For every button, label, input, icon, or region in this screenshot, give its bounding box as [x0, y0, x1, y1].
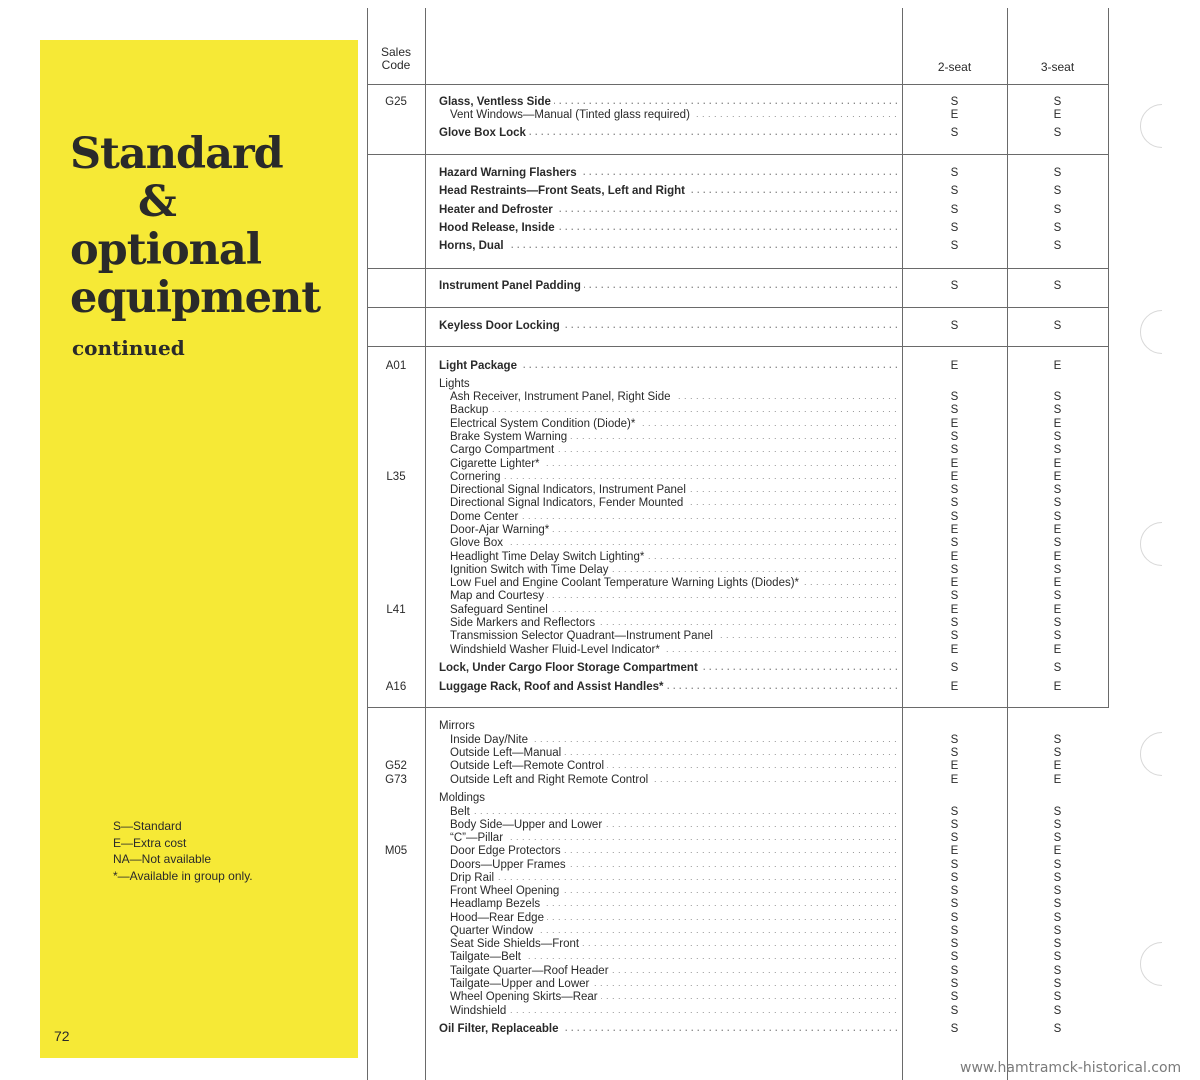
- equipment-label-text: Headlamp Bezels: [450, 898, 543, 910]
- punch-hole: [1140, 942, 1184, 986]
- equipment-label-text: Ignition Switch with Time Delay: [450, 564, 612, 576]
- availability-2-seat: S: [950, 484, 959, 496]
- equipment-label-text: Belt: [450, 806, 473, 818]
- equipment-label: [439, 320, 899, 332]
- availability-2-seat: S: [950, 1005, 959, 1017]
- availability-2-seat: S: [950, 991, 959, 1003]
- equipment-label-text: Tailgate—Upper and Lower: [450, 978, 592, 990]
- availability-3-seat: E: [1053, 760, 1062, 772]
- equipment-label-text: Drip Rail: [450, 872, 497, 884]
- availability-2-seat: E: [950, 681, 959, 693]
- availability-2-seat: S: [950, 630, 959, 642]
- availability-2-seat: S: [950, 167, 959, 179]
- availability-3-seat: S: [1053, 240, 1062, 252]
- availability-2-seat: S: [950, 617, 959, 629]
- equipment-label: [450, 630, 899, 642]
- equipment-label-text: Outside Left—Manual: [450, 747, 564, 759]
- heading-line-standard: Standard: [70, 129, 283, 179]
- availability-3-seat: E: [1053, 109, 1062, 121]
- availability-2-seat: S: [950, 747, 959, 759]
- availability-3-seat: S: [1053, 404, 1062, 416]
- equipment-label-text: Headlight Time Delay Switch Lighting*: [450, 551, 647, 563]
- availability-3-seat: E: [1053, 360, 1062, 372]
- availability-3-seat: E: [1053, 551, 1062, 563]
- availability-2-seat: E: [950, 644, 959, 656]
- availability-2-seat: S: [950, 537, 959, 549]
- equipment-label: [450, 644, 899, 656]
- equipment-label-text: Map and Courtesy: [450, 590, 547, 602]
- equipment-label: [439, 792, 899, 804]
- equipment-label: [439, 360, 899, 372]
- equipment-label: [450, 537, 899, 549]
- equipment-label: [439, 222, 899, 234]
- equipment-label-text: Cigarette Lighter*: [450, 458, 543, 470]
- equipment-label: [450, 511, 899, 523]
- equipment-label: [450, 391, 899, 403]
- availability-2-seat: S: [950, 185, 959, 197]
- equipment-label: [450, 590, 899, 602]
- availability-3-seat: S: [1053, 590, 1062, 602]
- equipment-label-text: Directional Signal Indicators, Fender Mounted: [450, 497, 686, 509]
- equipment-label: [450, 564, 899, 576]
- equipment-label-text: Directional Signal Indicators, Instrument Panel: [450, 484, 689, 496]
- equipment-label-text: Cargo Compartment: [450, 444, 557, 456]
- header-3-seat: 3-seat: [1040, 60, 1075, 74]
- equipment-label-text: Vent Windows—Manual (Tinted glass required): [450, 109, 693, 121]
- header-sales: Sales: [380, 45, 412, 59]
- sales-code: A16: [385, 681, 407, 693]
- availability-2-seat: S: [950, 240, 959, 252]
- sales-code: G52: [385, 760, 407, 772]
- availability-3-seat: E: [1053, 458, 1062, 470]
- availability-2-seat: S: [950, 819, 959, 831]
- availability-3-seat: S: [1053, 662, 1062, 674]
- availability-3-seat: S: [1053, 1023, 1062, 1035]
- availability-3-seat: S: [1053, 204, 1062, 216]
- availability-2-seat: S: [950, 912, 959, 924]
- equipment-label: [450, 551, 899, 563]
- legend-standard: S—Standard: [113, 819, 182, 833]
- equipment-label-text: Instrument Panel Padding: [439, 280, 584, 292]
- availability-2-seat: S: [950, 404, 959, 416]
- availability-2-seat: S: [950, 431, 959, 443]
- equipment-label: [439, 662, 899, 674]
- equipment-label: [450, 577, 899, 589]
- equipment-label-text: Glass, Ventless Side: [439, 96, 554, 108]
- table-rule: [1108, 8, 1109, 708]
- equipment-label: [450, 1005, 899, 1017]
- availability-2-seat: E: [950, 109, 959, 121]
- equipment-label: [439, 240, 899, 252]
- availability-2-seat: S: [950, 444, 959, 456]
- availability-2-seat: E: [950, 471, 959, 483]
- equipment-label: [439, 127, 899, 139]
- availability-2-seat: S: [950, 127, 959, 139]
- equipment-label-text: Outside Left and Right Remote Control: [450, 774, 651, 786]
- availability-3-seat: S: [1053, 96, 1062, 108]
- equipment-label-text: Inside Day/Nite: [450, 734, 531, 746]
- equipment-label: [450, 471, 899, 483]
- availability-3-seat: S: [1053, 819, 1062, 831]
- availability-2-seat: S: [950, 965, 959, 977]
- heading-line-equipment: equipment: [70, 273, 321, 323]
- watermark: www.hamtramck-historical.com: [960, 1060, 1182, 1076]
- equipment-label-text: Hazard Warning Flashers: [439, 167, 580, 179]
- table-rule: [367, 268, 1108, 269]
- availability-3-seat: S: [1053, 885, 1062, 897]
- availability-3-seat: S: [1053, 431, 1062, 443]
- header-2-seat: 2-seat: [937, 60, 972, 74]
- page-number: 72: [54, 1028, 70, 1044]
- equipment-label-text: “C”—Pillar: [450, 832, 506, 844]
- availability-2-seat: S: [950, 96, 959, 108]
- equipment-label-text: Backup: [450, 404, 491, 416]
- availability-2-seat: E: [950, 551, 959, 563]
- availability-2-seat: E: [950, 418, 959, 430]
- availability-2-seat: S: [950, 280, 959, 292]
- equipment-label: [450, 925, 899, 937]
- availability-2-seat: S: [950, 898, 959, 910]
- availability-3-seat: S: [1053, 185, 1062, 197]
- equipment-label: [439, 720, 899, 732]
- availability-3-seat: S: [1053, 734, 1062, 746]
- equipment-label: [450, 604, 899, 616]
- equipment-label: [450, 747, 899, 759]
- equipment-label-text: Head Restraints—Front Seats, Left and Right: [439, 185, 688, 197]
- availability-3-seat: S: [1053, 859, 1062, 871]
- equipment-label: [439, 1023, 899, 1035]
- availability-3-seat: S: [1053, 912, 1062, 924]
- equipment-label: [450, 760, 899, 772]
- table-rule: [367, 307, 1108, 308]
- availability-2-seat: S: [950, 872, 959, 884]
- equipment-label-text: Wheel Opening Skirts—Rear: [450, 991, 601, 1003]
- equipment-label-text: Glove Box Lock: [439, 127, 529, 139]
- equipment-label: [450, 938, 899, 950]
- availability-2-seat: E: [950, 774, 959, 786]
- equipment-label: [450, 109, 899, 121]
- availability-2-seat: S: [950, 951, 959, 963]
- equipment-label-text: Moldings: [439, 792, 488, 804]
- equipment-label: [439, 204, 899, 216]
- sales-code: L35: [386, 471, 406, 483]
- equipment-label-text: Cornering: [450, 471, 504, 483]
- equipment-label-text: Hood—Rear Edge: [450, 912, 547, 924]
- equipment-label: [439, 185, 899, 197]
- availability-3-seat: E: [1053, 577, 1062, 589]
- equipment-label: [450, 859, 899, 871]
- availability-2-seat: E: [950, 458, 959, 470]
- equipment-label: [450, 524, 899, 536]
- availability-3-seat: E: [1053, 471, 1062, 483]
- equipment-label: [450, 774, 899, 786]
- punch-hole: [1140, 104, 1184, 148]
- availability-2-seat: S: [950, 391, 959, 403]
- equipment-label-text: Body Side—Upper and Lower: [450, 819, 605, 831]
- availability-3-seat: S: [1053, 391, 1062, 403]
- availability-2-seat: S: [950, 204, 959, 216]
- availability-2-seat: S: [950, 806, 959, 818]
- legend-extra-cost: E—Extra cost: [113, 835, 187, 850]
- equipment-label-text: Hood Release, Inside: [439, 222, 558, 234]
- availability-2-seat: S: [950, 734, 959, 746]
- sales-code: M05: [384, 845, 408, 857]
- availability-3-seat: S: [1053, 1005, 1062, 1017]
- availability-2-seat: S: [950, 662, 959, 674]
- availability-3-seat: S: [1053, 978, 1062, 990]
- equipment-label-text: Door-Ajar Warning*: [450, 524, 552, 536]
- availability-3-seat: S: [1053, 444, 1062, 456]
- availability-3-seat: S: [1053, 630, 1062, 642]
- equipment-label: [450, 404, 899, 416]
- table-rule: [425, 8, 426, 1080]
- equipment-label: [450, 431, 899, 443]
- availability-3-seat: S: [1053, 832, 1062, 844]
- sales-code: G73: [385, 774, 407, 786]
- availability-3-seat: S: [1053, 872, 1062, 884]
- availability-3-seat: E: [1053, 774, 1062, 786]
- equipment-label-text: Keyless Door Locking: [439, 320, 563, 332]
- equipment-label: [450, 898, 899, 910]
- availability-3-seat: S: [1053, 497, 1062, 509]
- availability-2-seat: E: [950, 524, 959, 536]
- availability-3-seat: S: [1053, 617, 1062, 629]
- equipment-label-text: Tailgate Quarter—Roof Header: [450, 965, 612, 977]
- availability-3-seat: S: [1053, 127, 1062, 139]
- equipment-label-text: Transmission Selector Quadrant—Instrument Panel: [450, 630, 716, 642]
- availability-2-seat: S: [950, 511, 959, 523]
- table-rule: [367, 707, 1108, 708]
- availability-3-seat: E: [1053, 524, 1062, 536]
- availability-2-seat: S: [950, 925, 959, 937]
- availability-3-seat: S: [1053, 537, 1062, 549]
- equipment-label: [450, 819, 899, 831]
- equipment-label-text: Glove Box: [450, 537, 506, 549]
- availability-2-seat: S: [950, 222, 959, 234]
- equipment-label: [450, 951, 899, 963]
- availability-3-seat: E: [1053, 845, 1062, 857]
- availability-2-seat: S: [950, 832, 959, 844]
- availability-2-seat: E: [950, 604, 959, 616]
- equipment-label-text: Brake System Warning: [450, 431, 570, 443]
- availability-2-seat: S: [950, 564, 959, 576]
- sales-code: A01: [385, 360, 407, 372]
- equipment-label: [450, 484, 899, 496]
- table-rule: [367, 346, 1108, 347]
- punch-hole: [1140, 732, 1184, 776]
- equipment-label-text: Lights: [439, 378, 473, 390]
- equipment-label: [450, 806, 899, 818]
- sales-code: L41: [386, 604, 406, 616]
- legend-not-available: NA—Not available: [113, 852, 212, 866]
- availability-3-seat: S: [1053, 991, 1062, 1003]
- equipment-label: [439, 96, 899, 108]
- equipment-label-text: Tailgate—Belt: [450, 951, 524, 963]
- equipment-label-text: Lock, Under Cargo Floor Storage Compartment: [439, 662, 701, 674]
- equipment-label: [450, 458, 899, 470]
- header-sales-code: [367, 46, 425, 72]
- equipment-label-text: Safeguard Sentinel: [450, 604, 551, 616]
- availability-3-seat: S: [1053, 925, 1062, 937]
- availability-3-seat: S: [1053, 806, 1062, 818]
- equipment-label-text: Light Package: [439, 360, 520, 372]
- availability-3-seat: S: [1053, 747, 1062, 759]
- equipment-label-text: Outside Left—Remote Control: [450, 760, 607, 772]
- availability-3-seat: S: [1053, 511, 1062, 523]
- equipment-label: [450, 418, 899, 430]
- punch-hole: [1140, 310, 1184, 354]
- availability-2-seat: S: [950, 590, 959, 602]
- availability-2-seat: E: [950, 360, 959, 372]
- availability-2-seat: S: [950, 859, 959, 871]
- equipment-label: [450, 872, 899, 884]
- equipment-label-text: Ash Receiver, Instrument Panel, Right Side: [450, 391, 674, 403]
- equipment-label-text: Front Wheel Opening: [450, 885, 562, 897]
- equipment-label: [450, 978, 899, 990]
- availability-3-seat: S: [1053, 938, 1062, 950]
- equipment-label-text: Luggage Rack, Roof and Assist Handles*: [439, 681, 667, 693]
- equipment-label: [450, 845, 899, 857]
- equipment-label: [450, 497, 899, 509]
- equipment-label-text: Seat Side Shields—Front: [450, 938, 582, 950]
- equipment-label: [450, 965, 899, 977]
- legend-group-only: *—Available in group only.: [113, 868, 253, 883]
- availability-3-seat: E: [1053, 681, 1062, 693]
- equipment-label-text: Electrical System Condition (Diode)*: [450, 418, 638, 430]
- availability-3-seat: S: [1053, 898, 1062, 910]
- equipment-label: [450, 734, 899, 746]
- table-rule: [367, 84, 1108, 85]
- equipment-label: [439, 167, 899, 179]
- availability-2-seat: E: [950, 760, 959, 772]
- availability-2-seat: S: [950, 320, 959, 332]
- heading-subtitle: continued: [72, 336, 185, 360]
- equipment-label-text: Windshield Washer Fluid-Level Indicator*: [450, 644, 663, 656]
- heading-line-optional: optional: [70, 225, 262, 275]
- punch-hole: [1140, 522, 1184, 566]
- equipment-label-text: Door Edge Protectors: [450, 845, 564, 857]
- header-code: Code: [381, 58, 411, 72]
- equipment-label-text: Oil Filter, Replaceable: [439, 1023, 562, 1035]
- availability-3-seat: S: [1053, 320, 1062, 332]
- equipment-label: [439, 280, 899, 292]
- availability-2-seat: S: [950, 938, 959, 950]
- availability-3-seat: S: [1053, 484, 1062, 496]
- equipment-label: [450, 885, 899, 897]
- heading-line-ampersand: &: [138, 177, 176, 227]
- equipment-label-text: Side Markers and Reflectors: [450, 617, 598, 629]
- availability-3-seat: S: [1053, 222, 1062, 234]
- equipment-label-text: Windshield: [450, 1005, 509, 1017]
- availability-3-seat: E: [1053, 604, 1062, 616]
- equipment-label-text: Mirrors: [439, 720, 478, 732]
- equipment-label: [439, 378, 899, 390]
- table-rule: [367, 8, 368, 1080]
- equipment-label-text: Doors—Upper Frames: [450, 859, 569, 871]
- availability-2-seat: S: [950, 497, 959, 509]
- availability-3-seat: S: [1053, 951, 1062, 963]
- equipment-label-text: Heater and Defroster: [439, 204, 556, 216]
- availability-3-seat: S: [1053, 167, 1062, 179]
- availability-2-seat: E: [950, 845, 959, 857]
- equipment-label: [450, 991, 899, 1003]
- equipment-label: [450, 832, 899, 844]
- equipment-label-text: Dome Center: [450, 511, 521, 523]
- legend: [113, 818, 253, 884]
- availability-2-seat: S: [950, 978, 959, 990]
- equipment-label-text: Low Fuel and Engine Coolant Temperature Warning Lights (Diodes)*: [450, 577, 802, 589]
- table-rule: [367, 154, 1108, 155]
- availability-3-seat: E: [1053, 418, 1062, 430]
- equipment-label-text: Horns, Dual: [439, 240, 507, 252]
- availability-3-seat: S: [1053, 564, 1062, 576]
- availability-3-seat: E: [1053, 644, 1062, 656]
- sales-code: G25: [385, 96, 407, 108]
- availability-2-seat: S: [950, 1023, 959, 1035]
- availability-2-seat: E: [950, 577, 959, 589]
- availability-3-seat: S: [1053, 280, 1062, 292]
- availability-3-seat: S: [1053, 965, 1062, 977]
- equipment-label: [450, 444, 899, 456]
- equipment-label: [439, 681, 899, 693]
- equipment-label: [450, 912, 899, 924]
- page-heading: [70, 129, 321, 360]
- equipment-label-text: Quarter Window: [450, 925, 536, 937]
- equipment-label: [450, 617, 899, 629]
- availability-2-seat: S: [950, 885, 959, 897]
